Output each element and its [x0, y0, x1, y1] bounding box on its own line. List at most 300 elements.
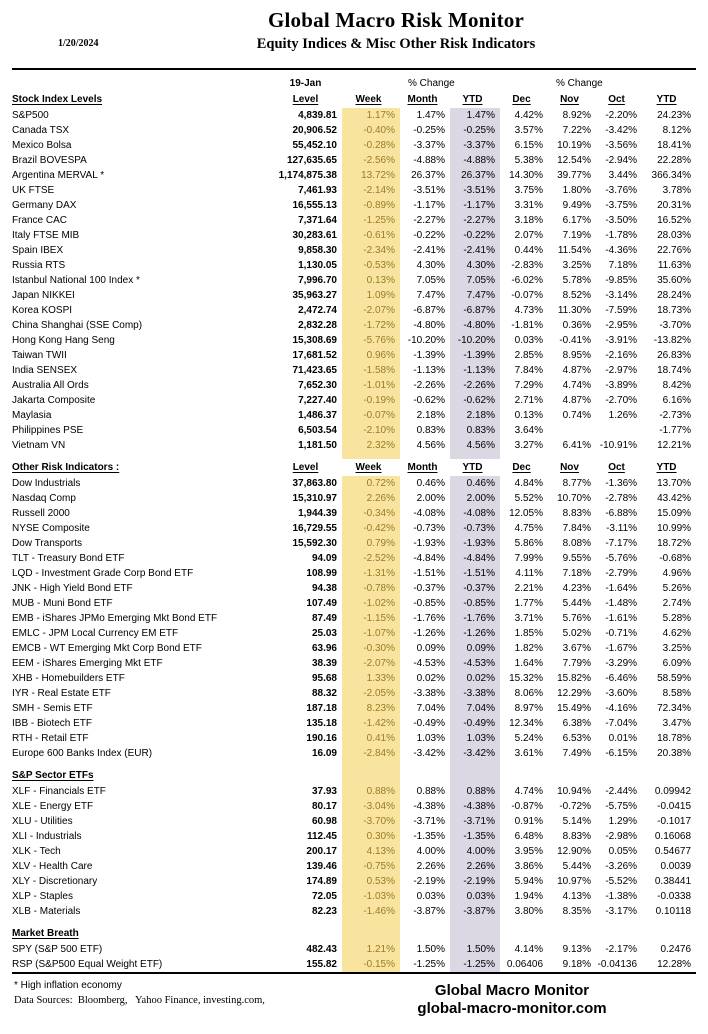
cell-nov: 8.77%: [562, 478, 592, 489]
cell-level: 63.96: [311, 643, 337, 654]
header-empty-cell: [342, 925, 400, 942]
cell-label: Korea KOSPI: [12, 305, 73, 316]
cell-week: -0.19%: [342, 393, 400, 408]
cell-ytd: -3.37%: [450, 138, 500, 153]
cell-ytd2: 22.28%: [657, 155, 692, 166]
cell-week: -2.56%: [342, 153, 400, 168]
cell-dec: 5.94%: [514, 876, 544, 887]
cell-oct: 3.44%: [608, 170, 638, 181]
cell-ytd: 0.46%: [450, 476, 500, 491]
cell-level: 7,652.30: [298, 380, 337, 391]
cell-oct: -3.75%: [605, 200, 638, 211]
cell-nov: 5.78%: [562, 275, 592, 286]
table-row: [12, 521, 696, 536]
cell-month: 0.03%: [416, 891, 445, 902]
cell-oct: -2.17%: [605, 944, 638, 955]
cell-ytd2: 8.12%: [662, 125, 692, 136]
cell-ytd2: 28.03%: [657, 230, 692, 241]
cell-week: -2.52%: [342, 551, 400, 566]
cell-ytd2: -1.77%: [659, 425, 692, 436]
cell-nov: 7.18%: [562, 568, 592, 579]
cell-month: -1.25%: [413, 959, 445, 970]
cell-oct: -2.94%: [605, 155, 638, 166]
table-row: [12, 596, 696, 611]
section-header-row: [12, 767, 696, 784]
cell-nov: 10.94%: [557, 786, 592, 797]
brand-block: [372, 982, 652, 1017]
section-title: Other Risk Indicators :: [12, 462, 120, 473]
cell-label: Russia RTS: [12, 260, 66, 271]
cell-ytd2: 72.34%: [657, 703, 692, 714]
table-row: [12, 942, 696, 957]
table-row: [12, 859, 696, 874]
cell-dec: 8.06%: [514, 688, 544, 699]
cell-week: 4.13%: [342, 844, 400, 859]
cell-oct: -5.76%: [605, 553, 638, 564]
cell-nov: -0.41%: [559, 335, 592, 346]
cell-oct: -3.50%: [605, 215, 638, 226]
cell-ytd: 0.88%: [450, 784, 500, 799]
page-subtitle: Equity Indices & Misc Other Risk Indicators: [256, 36, 536, 52]
report-header: [12, 6, 696, 62]
cell-level: 87.49: [311, 613, 337, 624]
cell-dec: 4.84%: [514, 478, 544, 489]
cell-nov: 7.19%: [562, 230, 592, 241]
cell-dec: 4.42%: [514, 110, 544, 121]
cell-month: -2.19%: [413, 876, 445, 887]
cell-level: 37.93: [311, 786, 337, 797]
cell-week: -1.25%: [342, 213, 400, 228]
cell-ytd2: 26.83%: [657, 350, 692, 361]
cell-week: 8.23%: [342, 701, 400, 716]
cell-label: China Shanghai (SSE Comp): [12, 320, 143, 331]
column-header: Month: [407, 462, 438, 473]
cell-oct: -3.14%: [605, 290, 638, 301]
cell-ytd2: 28.24%: [657, 290, 692, 301]
cell-nov: 6.41%: [562, 440, 592, 451]
cell-ytd2: 4.62%: [662, 628, 692, 639]
table-row: [12, 491, 696, 506]
cell-week: -2.14%: [342, 183, 400, 198]
cell-level: 94.09: [311, 553, 337, 564]
cell-ytd2: -0.68%: [659, 553, 692, 564]
cell-dec: 3.86%: [514, 861, 544, 872]
cell-ytd: -0.62%: [450, 393, 500, 408]
cell-oct: -7.59%: [605, 305, 638, 316]
brand-url: global-macro-monitor.com: [417, 1000, 607, 1017]
page-title: Global Macro Risk Monitor: [267, 8, 524, 32]
pct-change-label-2: % Change: [556, 78, 603, 89]
cell-oct: -5.75%: [605, 801, 638, 812]
cell-dec: 3.71%: [514, 613, 544, 624]
cell-oct: -1.78%: [605, 230, 638, 241]
cell-dec: 1.85%: [514, 628, 544, 639]
cell-ytd2: 8.58%: [662, 688, 692, 699]
cell-oct: -1.48%: [605, 598, 638, 609]
header-empty-cell: [500, 925, 548, 942]
cell-level: 155.82: [306, 959, 337, 970]
table-row: [12, 198, 696, 213]
cell-ytd2: -3.70%: [659, 320, 692, 331]
cell-nov: 8.08%: [562, 538, 592, 549]
column-header: Level: [292, 94, 319, 105]
cell-ytd: -3.71%: [450, 814, 500, 829]
cell-nov: 8.52%: [562, 290, 592, 301]
cell-nov: 6.17%: [562, 215, 592, 226]
cell-oct: 7.18%: [608, 260, 638, 271]
cell-week: -0.30%: [342, 641, 400, 656]
cell-level: 2,472.74: [298, 305, 337, 316]
cell-dec: 5.52%: [514, 493, 544, 504]
table-row: [12, 731, 696, 746]
cell-week: -1.72%: [342, 318, 400, 333]
cell-week: -0.40%: [342, 123, 400, 138]
cell-label: Germany DAX: [12, 200, 77, 211]
cell-nov: 5.14%: [562, 816, 592, 827]
cell-level: 35,963.27: [292, 290, 337, 301]
table-row: [12, 333, 696, 348]
cell-oct: -5.52%: [605, 876, 638, 887]
cell-dec: 12.05%: [509, 508, 544, 519]
section-header-row: [12, 91, 696, 108]
report-date: 1/20/2024: [58, 38, 99, 49]
cell-month: 1.50%: [416, 944, 445, 955]
cell-week: -0.53%: [342, 258, 400, 273]
cell-level: 38.39: [311, 658, 337, 669]
cell-label: SMH - Semis ETF: [12, 703, 93, 714]
cell-week: 2.26%: [342, 491, 400, 506]
cell-label: Vietnam VN: [12, 440, 66, 451]
cell-nov: 5.76%: [562, 613, 592, 624]
table-row: [12, 671, 696, 686]
cell-ytd2: 16.52%: [657, 215, 692, 226]
cell-ytd: -1.35%: [450, 829, 500, 844]
cell-dec: 2.07%: [514, 230, 544, 241]
cell-month: 4.30%: [416, 260, 445, 271]
cell-oct: -1.61%: [605, 613, 638, 624]
table-row: [12, 799, 696, 814]
cell-nov: 10.19%: [557, 140, 592, 151]
cell-ytd: -1.51%: [450, 566, 500, 581]
cell-dec: 1.94%: [514, 891, 544, 902]
cell-dec: 7.29%: [514, 380, 544, 391]
risk-table: [12, 76, 696, 972]
header-empty-cell: [596, 767, 642, 784]
cell-week: -1.01%: [342, 378, 400, 393]
cell-ytd: 7.47%: [450, 288, 500, 303]
cell-ytd2: 15.09%: [657, 508, 692, 519]
cell-level: 72.05: [311, 891, 337, 902]
section-title: S&P Sector ETFs: [12, 770, 94, 781]
cell-label: TLT - Treasury Bond ETF: [12, 553, 125, 564]
cell-ytd: -0.73%: [450, 521, 500, 536]
cell-oct: -2.16%: [605, 350, 638, 361]
cell-oct: -6.15%: [605, 748, 638, 759]
cell-month: -2.27%: [413, 215, 445, 226]
cell-ytd: -6.87%: [450, 303, 500, 318]
cell-oct: -1.38%: [605, 891, 638, 902]
cell-oct: -2.95%: [605, 320, 638, 331]
column-header: Month: [407, 94, 438, 105]
header-empty-cell: [548, 925, 596, 942]
table-row: [12, 784, 696, 799]
cell-ytd2: 6.16%: [662, 395, 692, 406]
cell-level: 9,858.30: [298, 245, 337, 256]
cell-month: 4.00%: [416, 846, 445, 857]
cell-ytd2: 5.26%: [662, 583, 692, 594]
cell-level: 55,452.10: [292, 140, 337, 151]
cell-dec: 4.73%: [514, 305, 544, 316]
cell-oct: -1.67%: [605, 643, 638, 654]
cell-week: -0.15%: [342, 957, 400, 972]
section-header-row: [12, 459, 696, 476]
header-empty-cell: [450, 767, 500, 784]
cell-level: 82.23: [311, 906, 337, 917]
title-block: [96, 6, 696, 53]
table-row: [12, 138, 696, 153]
cell-level: 15,308.69: [292, 335, 337, 346]
cell-oct: -6.88%: [605, 508, 638, 519]
cell-week: -1.46%: [342, 904, 400, 919]
cell-dec: 15.32%: [509, 673, 544, 684]
cell-week: -0.61%: [342, 228, 400, 243]
cell-level: 7,371.64: [298, 215, 337, 226]
table-row: [12, 303, 696, 318]
cell-ytd: 4.56%: [450, 438, 500, 453]
cell-ytd2: 0.2476: [660, 944, 692, 955]
column-header: Oct: [608, 462, 625, 473]
cell-month: -1.26%: [413, 628, 445, 639]
cell-ytd: -4.84%: [450, 551, 500, 566]
cell-label: XLI - Industrials: [12, 831, 82, 842]
cell-level: 37,863.80: [292, 478, 337, 489]
table-row: [12, 814, 696, 829]
cell-dec: 1.64%: [514, 658, 544, 669]
header-empty-cell: [642, 767, 696, 784]
cell-dec: 4.11%: [515, 568, 544, 579]
header-empty-cell: [274, 767, 342, 784]
cell-dec: 4.75%: [514, 523, 544, 534]
cell-nov: 7.22%: [562, 125, 592, 136]
cell-label: Taiwan TWII: [12, 350, 67, 361]
column-header: Level: [292, 462, 319, 473]
table-row: [12, 536, 696, 551]
cell-ytd2: 0.54677: [654, 846, 692, 857]
cell-ytd: -0.85%: [450, 596, 500, 611]
cell-month: -1.76%: [413, 613, 445, 624]
table-row: [12, 273, 696, 288]
cell-nov: 0.74%: [562, 410, 592, 421]
cell-week: 0.41%: [342, 731, 400, 746]
cell-level: 190.16: [306, 733, 337, 744]
cell-oct: -7.17%: [605, 538, 638, 549]
cell-label: IYR - Real Estate ETF: [12, 688, 111, 699]
table-row: [12, 168, 696, 183]
cell-oct: 0.01%: [608, 733, 638, 744]
cell-ytd2: 0.38441: [654, 876, 692, 887]
footnote: * High inflation economy: [14, 980, 122, 991]
cell-ytd: -4.53%: [450, 656, 500, 671]
cell-level: 108.99: [306, 568, 337, 579]
cell-dec: 0.03%: [514, 335, 544, 346]
cell-level: 187.18: [306, 703, 337, 714]
cell-oct: -7.04%: [605, 718, 638, 729]
cell-week: -0.07%: [342, 408, 400, 423]
cell-label: Europe 600 Banks Index (EUR): [12, 748, 153, 759]
cell-ytd: 0.09%: [450, 641, 500, 656]
cell-month: 26.37%: [411, 170, 445, 181]
cell-oct: -3.76%: [605, 185, 638, 196]
cell-oct: -3.29%: [605, 658, 638, 669]
cell-nov: 5.02%: [562, 628, 592, 639]
cell-month: -1.35%: [413, 831, 445, 842]
cell-level: 15,592.30: [292, 538, 337, 549]
header-empty-cell: [400, 925, 450, 942]
cell-label: XLY - Discretionary: [12, 876, 98, 887]
cell-label: JNK - High Yield Bond ETF: [12, 583, 133, 594]
cell-oct: -3.91%: [605, 335, 638, 346]
cell-level: 107.49: [306, 598, 337, 609]
cell-dec: 6.48%: [514, 831, 544, 842]
cell-ytd: 2.26%: [450, 859, 500, 874]
cell-level: 7,996.70: [298, 275, 337, 286]
cell-label: RSP (S&P500 Equal Weight ETF): [12, 959, 163, 970]
table-row: [12, 889, 696, 904]
cell-week: 1.33%: [342, 671, 400, 686]
cell-label: Dow Transports: [12, 538, 83, 549]
cell-ytd2: -13.82%: [653, 335, 692, 346]
cell-month: -4.38%: [413, 801, 445, 812]
cell-oct: -3.26%: [605, 861, 638, 872]
cell-ytd2: 18.78%: [657, 733, 692, 744]
header-empty-cell: [548, 767, 596, 784]
cell-level: 482.43: [306, 944, 337, 955]
cell-week: -0.28%: [342, 138, 400, 153]
cell-dec: 0.91%: [514, 816, 544, 827]
column-header: Nov: [560, 462, 579, 473]
cell-oct: -0.71%: [605, 628, 638, 639]
cell-nov: 7.79%: [562, 658, 592, 669]
cell-oct: 0.05%: [608, 846, 638, 857]
cell-month: -3.42%: [413, 748, 445, 759]
cell-nov: 7.49%: [562, 748, 592, 759]
cell-nov: 0.36%: [562, 320, 592, 331]
cell-label: Dow Industrials: [12, 478, 81, 489]
cell-month: -4.84%: [413, 553, 445, 564]
cell-level: 95.68: [311, 673, 337, 684]
cell-dec: 0.13%: [514, 410, 544, 421]
cell-level: 16,555.13: [292, 200, 337, 211]
cell-month: -1.93%: [413, 538, 445, 549]
cell-ytd: -2.19%: [450, 874, 500, 889]
cell-ytd2: 3.78%: [662, 185, 692, 196]
column-header: Week: [355, 94, 382, 105]
cell-ytd2: -0.0415: [657, 801, 692, 812]
table-row: [12, 363, 696, 378]
cell-week: -0.78%: [342, 581, 400, 596]
cell-oct: -10.91%: [599, 440, 638, 451]
cell-nov: 6.38%: [562, 718, 592, 729]
table-row: [12, 874, 696, 889]
cell-week: 13.72%: [342, 168, 400, 183]
cell-dec: 3.64%: [514, 425, 544, 436]
header-empty-cell: [274, 925, 342, 942]
cell-ytd: -0.37%: [450, 581, 500, 596]
table-row: [12, 581, 696, 596]
cell-month: -4.53%: [413, 658, 445, 669]
cell-nov: 1.80%: [562, 185, 592, 196]
cell-dec: -0.07%: [511, 290, 544, 301]
cell-ytd: 1.03%: [450, 731, 500, 746]
header-empty-cell: [500, 767, 548, 784]
cell-month: -1.13%: [413, 365, 445, 376]
cell-ytd: -2.41%: [450, 243, 500, 258]
cell-level: 17,681.52: [292, 350, 337, 361]
cell-dec: 2.71%: [514, 395, 544, 406]
cell-level: 1,181.50: [298, 440, 337, 451]
cell-week: 1.17%: [342, 108, 400, 123]
cell-month: 1.47%: [416, 110, 445, 121]
cell-nov: 11.30%: [557, 305, 592, 316]
cell-ytd: -3.87%: [450, 904, 500, 919]
cell-dec: 12.34%: [509, 718, 544, 729]
cell-level: 20,906.52: [292, 125, 337, 136]
cell-week: 0.79%: [342, 536, 400, 551]
cell-label: S&P500: [12, 110, 49, 121]
cell-week: 2.32%: [342, 438, 400, 453]
cell-level: 1,944.39: [298, 508, 337, 519]
cell-week: -2.07%: [342, 656, 400, 671]
cell-label: SPY (S&P 500 ETF): [12, 944, 103, 955]
cell-oct: -0.04136: [597, 959, 638, 970]
header-empty-cell: [342, 767, 400, 784]
cell-ytd: -1.25%: [450, 957, 500, 972]
cell-week: -1.07%: [342, 626, 400, 641]
cell-ytd: -10.20%: [450, 333, 500, 348]
cell-nov: 15.49%: [557, 703, 592, 714]
cell-nov: 7.84%: [562, 523, 592, 534]
cell-ytd2: -0.0338: [657, 891, 692, 902]
cell-ytd2: 20.31%: [657, 200, 692, 211]
cell-oct: -3.17%: [605, 906, 638, 917]
cell-label: Italy FTSE MIB: [12, 230, 80, 241]
cell-month: 7.47%: [416, 290, 445, 301]
cell-ytd: 2.00%: [450, 491, 500, 506]
cell-month: 0.02%: [416, 673, 445, 684]
cell-week: -1.15%: [342, 611, 400, 626]
cell-oct: -2.97%: [605, 365, 638, 376]
column-header: YTD: [656, 94, 677, 105]
cell-label: MUB - Muni Bond ETF: [12, 598, 113, 609]
section-header-row: [12, 925, 696, 942]
cell-month: -3.37%: [413, 140, 445, 151]
cell-level: 7,227.40: [298, 395, 337, 406]
cell-week: -1.03%: [342, 889, 400, 904]
cell-month: 2.18%: [416, 410, 445, 421]
cell-label: Maylasia: [12, 410, 52, 421]
cell-oct: -4.36%: [605, 245, 638, 256]
cell-ytd: 7.04%: [450, 701, 500, 716]
column-header: Oct: [608, 94, 625, 105]
cell-ytd: -3.51%: [450, 183, 500, 198]
table-row: [12, 746, 696, 761]
cell-label: XLE - Energy ETF: [12, 801, 94, 812]
cell-dec: 0.44%: [514, 245, 544, 256]
cell-label: France CAC: [12, 215, 68, 226]
cell-nov: 12.29%: [557, 688, 592, 699]
cell-ytd: -0.25%: [450, 123, 500, 138]
cell-oct: -2.79%: [605, 568, 638, 579]
